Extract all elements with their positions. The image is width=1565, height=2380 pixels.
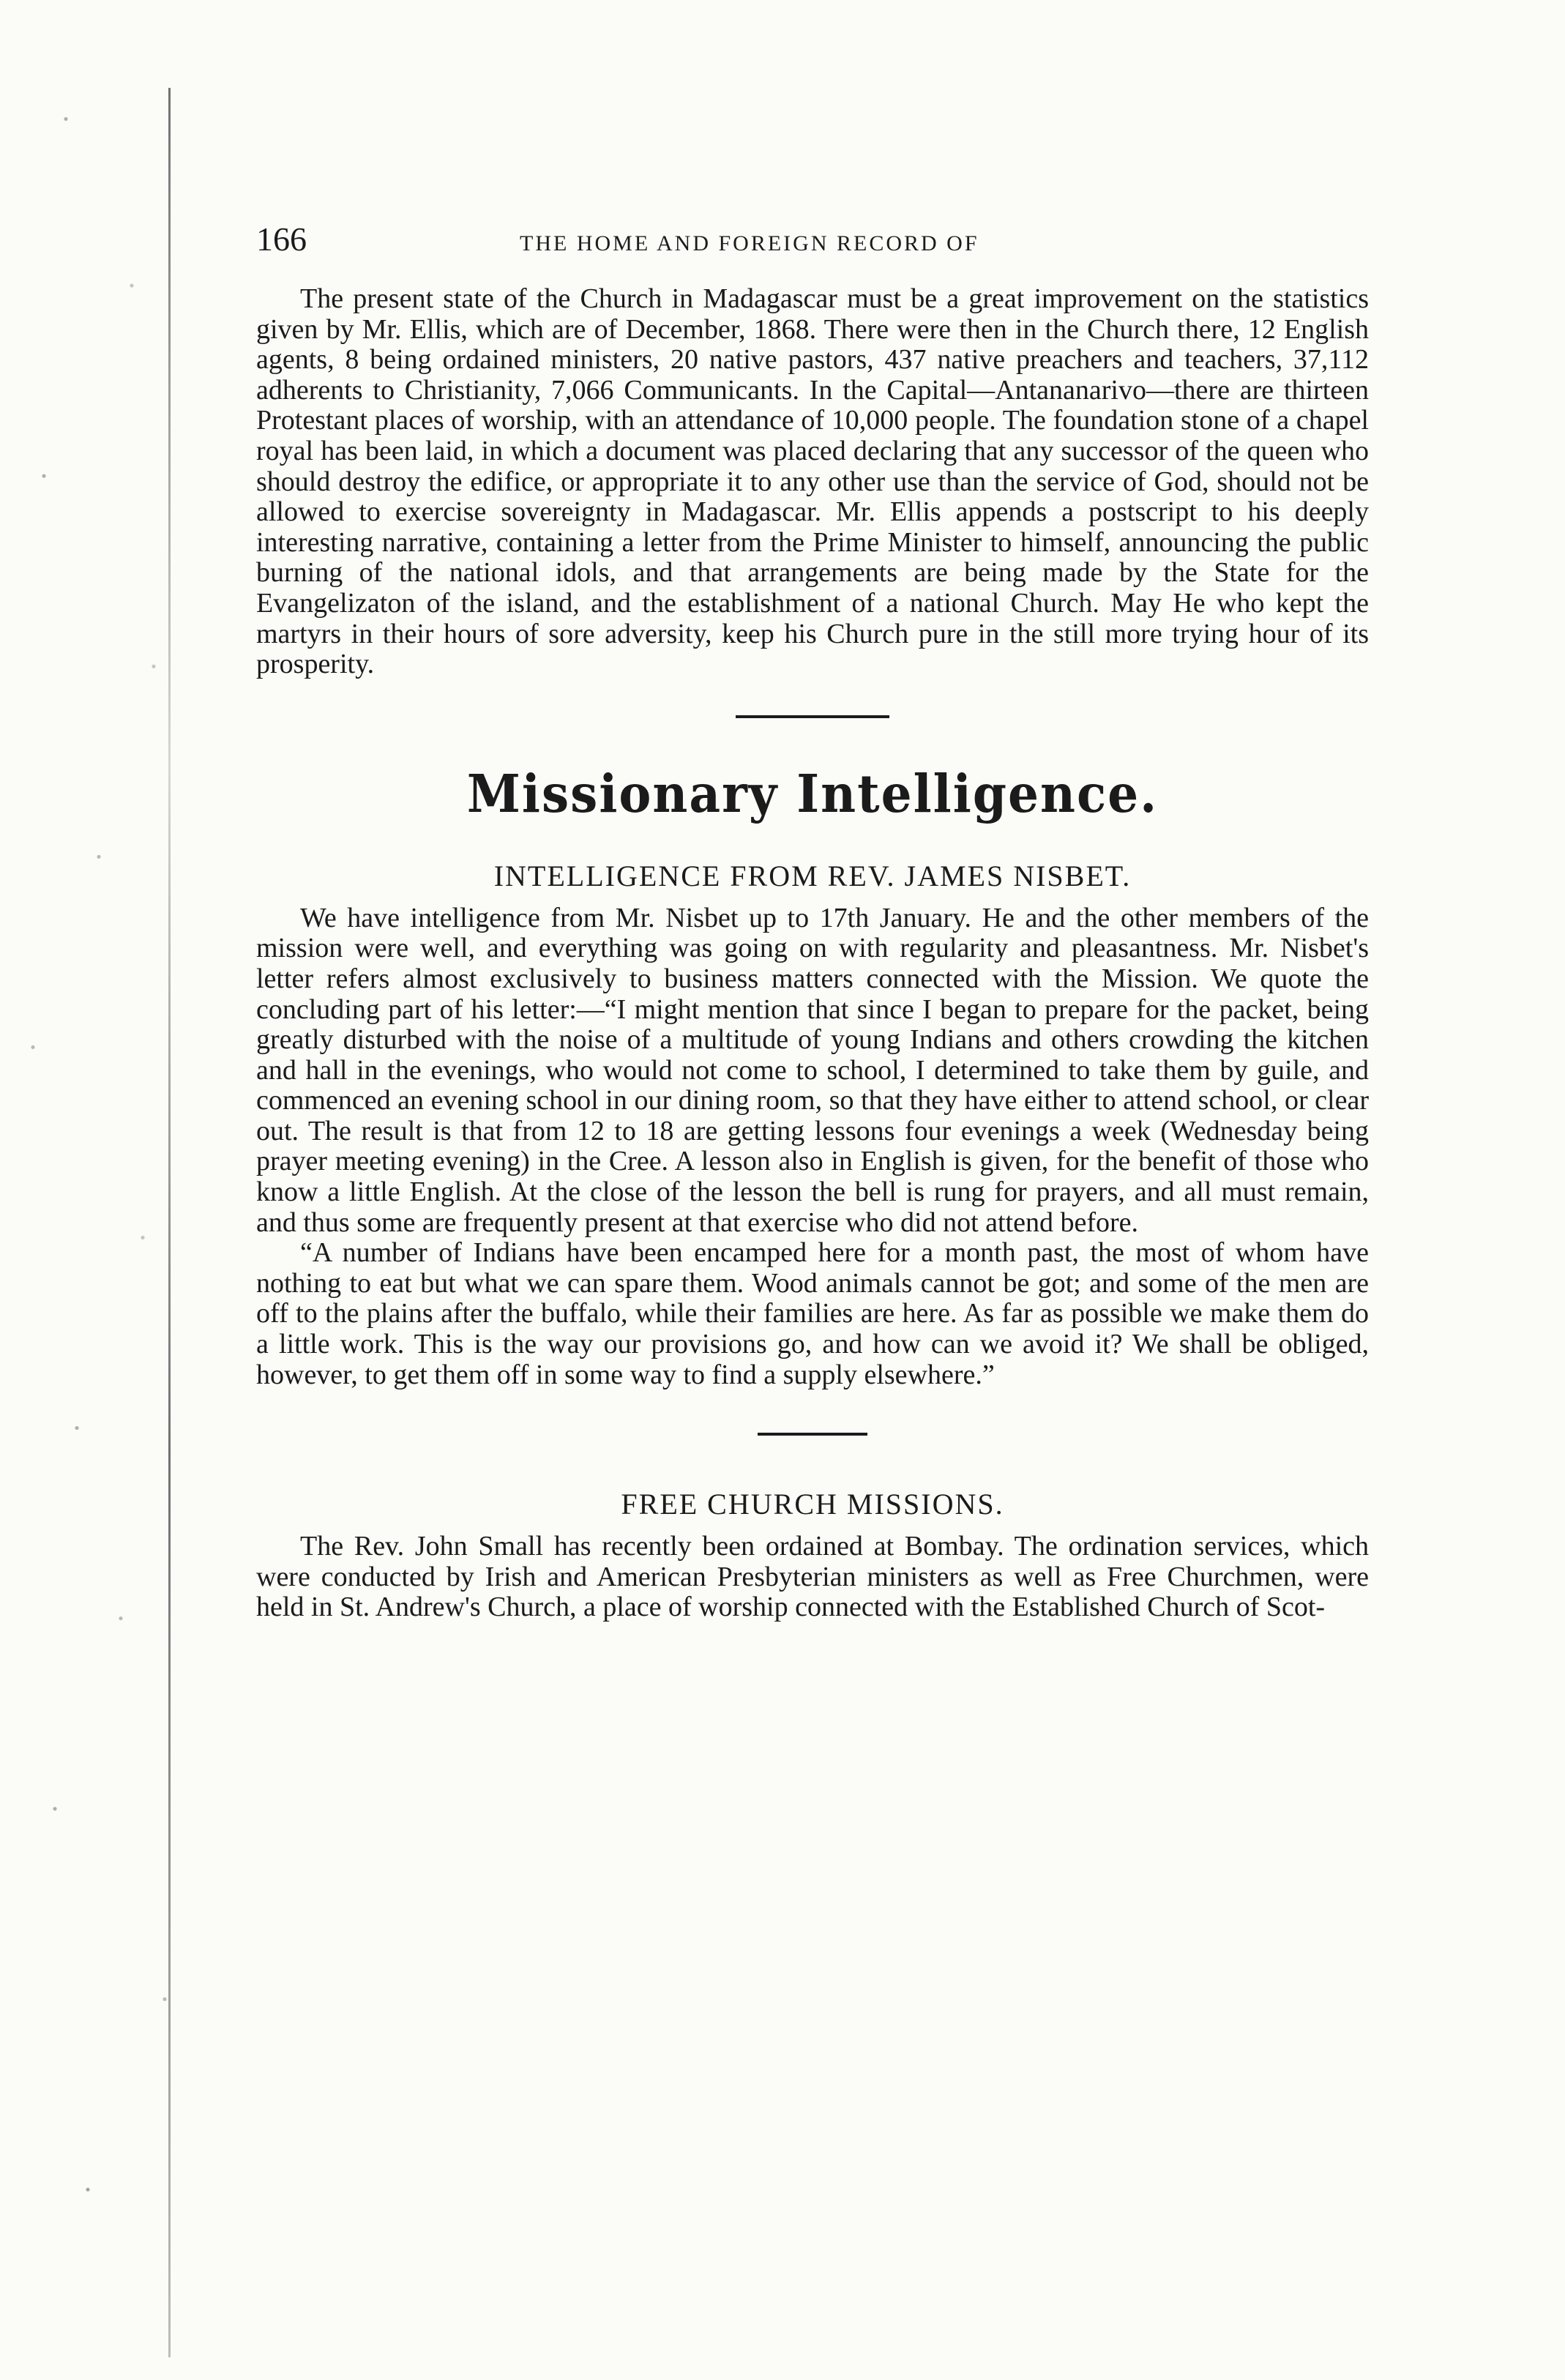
section-heading: Missionary Intelligence. (466, 762, 1159, 824)
free-church-paragraph: The Rev. John Small has recently been ordained at Bombay. The ordination services, which were conducted by Irish and American Presbyterian ministers as well as Free Churchmen, were held in St. Andrew's Church, a place of worship connected with the Established Church of Scot- (256, 1531, 1369, 1623)
nisbet-paragraph-2: “A number of Indians have been encamped here for a month past, the most of whom have nothing to eat but what we can spare them. Wood animals cannot be got; and some of the men are off to the plains after the buffalo, while their families are here. As far as possible we make them do a little work. This is the way our provisions go, and how can we avoid it? We shall be obliged, however, to get them off in some way to find a supply elsewhere.” (256, 1237, 1369, 1390)
section-divider (736, 715, 889, 718)
page-number: 166 (256, 220, 307, 258)
binding-edge-line (168, 88, 171, 2357)
nisbet-heading: INTELLIGENCE FROM REV. JAMES NISBET. (493, 859, 1132, 892)
binding-gutter (0, 0, 220, 2380)
running-head (256, 220, 1369, 264)
page-content (256, 220, 1369, 1623)
free-church-heading: FREE CHURCH MISSIONS. (621, 1488, 1004, 1521)
nisbet-paragraph-1: We have intelligence from Mr. Nisbet up to 17th January. He and the other members of the mission were well, and everything was going on with regularity and pleasantness. Mr. Nisbet's letter refers almost exclusively to business matters connected with the Mission. We quote the concluding part of his letter:—“I might mention that since I began to prepare for the packet, being greatly disturbed with the noise of a multitude of young Indians and others crowding the kitchen and hall in the evenings, who would not come to school, I determined to take them by guile, and commenced an evening school in our dining room, so that they have either to attend school, or clear out. The result is that from 12 to 18 are getting lessons four evenings a week (Wednesday being prayer meeting evening) in the Cree. A lesson also in English is given, for the benefit of those who know a little English. At the close of the lesson the bell is rung for prayers, and all must remain, and thus some are frequently present at that exercise who did not attend before. (256, 902, 1369, 1238)
article-divider (758, 1433, 867, 1436)
running-title: THE HOME AND FOREIGN RECORD OF (520, 231, 979, 255)
madagascar-paragraph: The present state of the Church in Madagascar must be a great improvement on the statistics given by Mr. Ellis, which are of December, 1868. There were then in the Church there, 12 English agents, 8 being ordained ministers, 20 native pastors, 437 native preachers and teachers, 37,112 adherents to Christianity, 7,066 Communicants. In the Capital—Antananarivo—there are thirteen Protestant places of worship, with an attendance of 10,000 people. The foundation stone of a chapel royal has been laid, in which a document was placed declaring that any successor of the queen who should destroy the edifice, or appropriate it to any other use than the service of God, should not be allowed to exercise sovereignty in Madagascar. Mr. Ellis appends a postscript to his deeply interesting narrative, containing a letter from the Prime Minister to himself, announcing the public burning of the national idols, and that arrangements are being made by the State for the Evangelizaton of the island, and the establishment of a national Church. May He who kept the martyrs in their hours of sore adversity, keep his Church pure in the still more trying hour of its prosperity. (256, 283, 1369, 680)
